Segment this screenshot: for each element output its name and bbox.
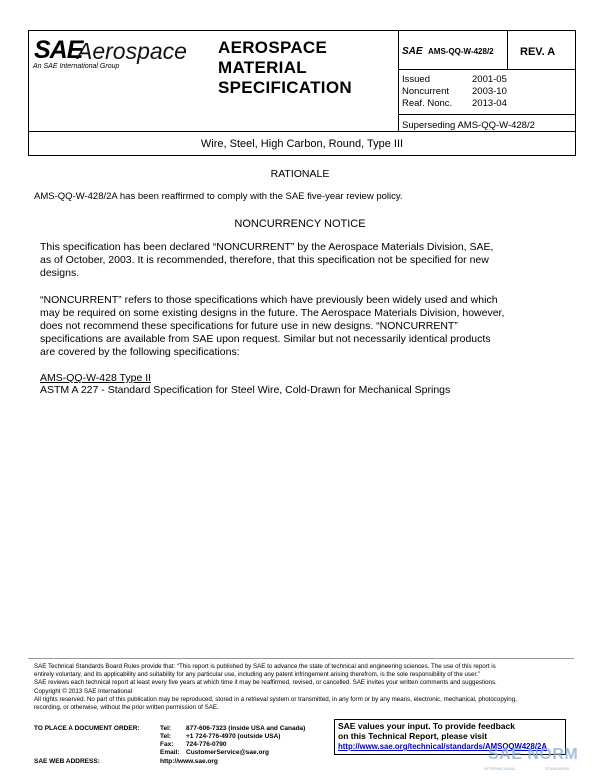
- document-subject: Wire, Steel, High Carbon, Round, Type III: [200, 138, 404, 150]
- web-label: SAE WEB ADDRESS:: [34, 758, 100, 765]
- web-link[interactable]: http://www.sae.org: [160, 758, 218, 765]
- feedback-text: SAE values your input. To provide feedback on this Technical Report, please visit: [338, 721, 515, 741]
- feedback-link[interactable]: http://www.sae.org/technical/standards/AMSQQW428/2A: [338, 742, 547, 751]
- sae-logo: SAE: [34, 36, 83, 64]
- reference-link[interactable]: AMS-QQ-W-428 Type II: [40, 372, 152, 384]
- revision-label: REV. A: [520, 46, 556, 58]
- watermark-sub-right: STANDARDS: [545, 766, 570, 771]
- watermark: SAE NORM: [488, 746, 579, 763]
- noncurrency-heading: NONCURRENCY NOTICE: [234, 218, 366, 230]
- order-label: TO PLACE A DOCUMENT ORDER:: [34, 725, 140, 732]
- logo-subtitle: An SAE International Group: [33, 63, 120, 70]
- reference-text: ASTM A 227 - Standard Specification for Steel Wire, Cold-Drawn for Mechanical Springs: [40, 384, 451, 396]
- notice-paragraph-2: “NONCURRENT” refers to those specifications which have previously been widely used and which may be required on some existing designs in the future. The Aerospace Materials Division, however, does not recommend these specifications for future use in new designs. “NONCURRENT” specifications are available from SAE upon request. Similar but not necessarily identical products are covered by the following specifications:: [40, 294, 505, 358]
- docid-sae-mark: SAE: [402, 46, 423, 57]
- date-block: Issued 2001-05 Noncurrent 2003-10 Reaf. Nonc. 2013-04: [402, 74, 507, 109]
- document-title: AEROSPACE MATERIAL SPECIFICATION: [218, 38, 352, 97]
- footer-divider: [28, 658, 574, 659]
- email-link[interactable]: CustomerService@sae.org: [186, 749, 269, 756]
- footer-legal: SAE Technical Standards Board Rules provide that: “This report is published by SAE to advance the state of technical and engineering sciences. The use of this report is entirely voluntary, and its applicability and suitability for any particular use, including any patent infringement arising therefrom, is the sole responsibility of the user.” SAE reviews each technical report at least every five years at which time it may be reaffirmed, revised, or cancelled. SAE invites your written comments and suggestions. Copyright © 2013 SAE International All rights reserved. No part of this publication may be reproduced, stored in a retrieval system or transmitted, in any form or by any means, electronic, mechanical, photocopying, recording, or otherwise, without the prior written permission of SAE.: [34, 663, 517, 711]
- notice-paragraph-1: This specification has been declared “NONCURRENT” by the Aerospace Materials Division, SAE, as of October, 2003. It is recommended, therefore, that this specification not be specified for new designs.: [40, 241, 494, 279]
- watermark-sub-left: INTERNATIONAL: [484, 766, 516, 771]
- aerospace-logo-text: Aerospace: [77, 38, 187, 64]
- rationale-heading: RATIONALE: [270, 168, 330, 180]
- contact-block: Tel: 877-606-7323 (inside USA and Canada) Tel: +1 724-776-4970 (outside USA) Fax: 724-776-0790 Email: CustomerService@sae.org: [160, 725, 306, 756]
- superseding-note: Superseding AMS-QQ-W-428/2: [402, 120, 535, 131]
- rationale-text: AMS-QQ-W-428/2A has been reaffirmed to comply with the SAE five-year review policy.: [34, 191, 403, 202]
- document-number: AMS-QQ-W-428/2: [428, 47, 494, 56]
